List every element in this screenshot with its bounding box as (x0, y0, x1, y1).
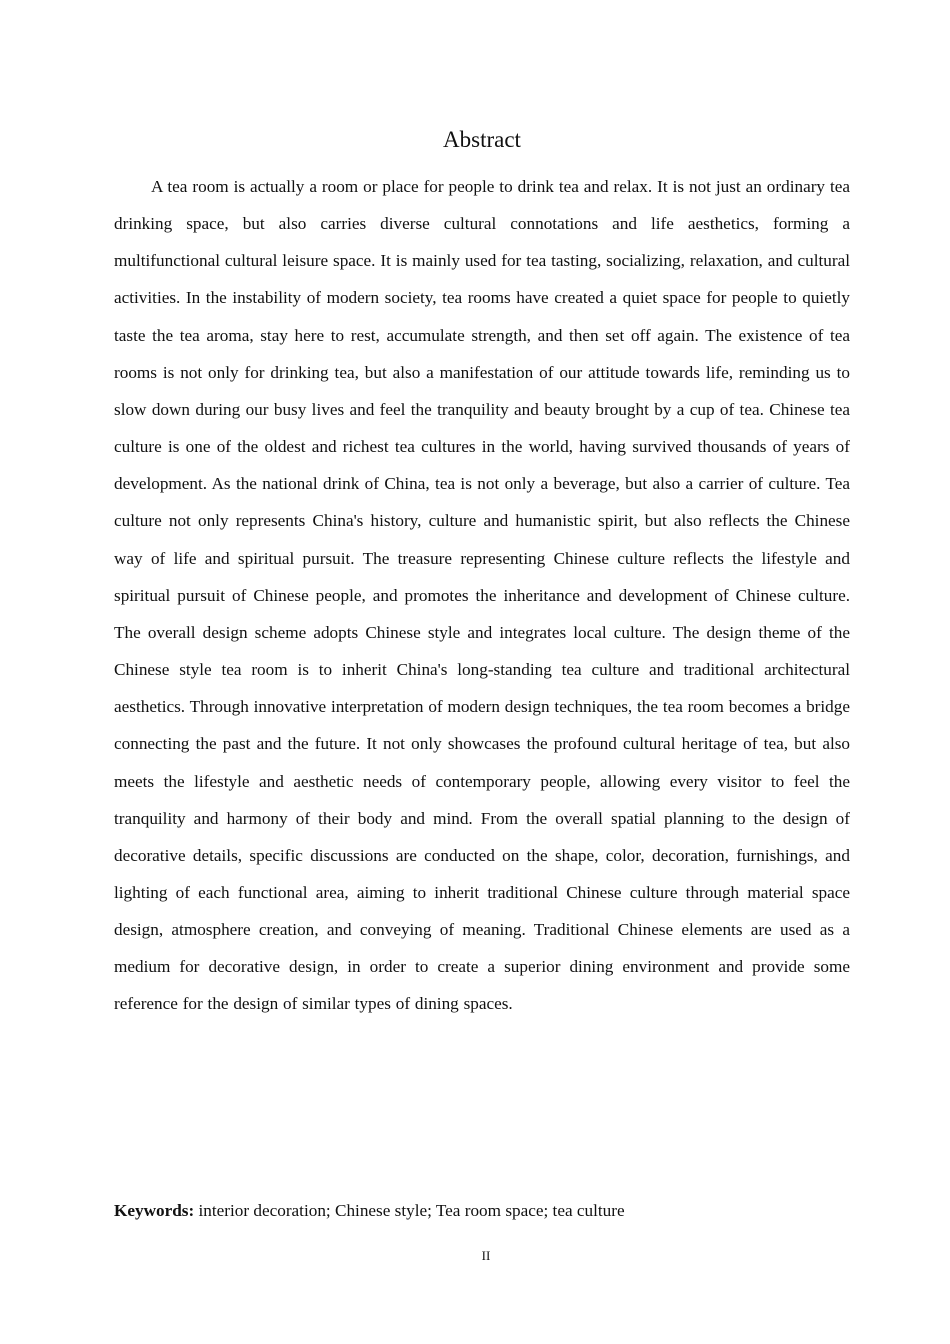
keywords-text: interior decoration; Chinese style; Tea room space; tea culture (194, 1201, 625, 1220)
abstract-paragraph: A tea room is actually a room or place for people to drink tea and relax. It is not just an ordinary tea drinking space, but also carries diverse cultural connotations and life aesthetics, forming a multifunctional cultural leisure space. It is mainly used for tea tasting, socializing, relaxation, and cultural activities. In the instability of modern society, tea rooms have created a quiet space for people to quietly taste the tea aroma, stay here to rest, accumulate strength, and then set off again. The existence of tea rooms is not only for drinking tea, but also a manifestation of our attitude towards life, reminding us to slow down during our busy lives and feel the tranquility and beauty brought by a cup of tea. Chinese tea culture is one of the oldest and richest tea cultures in the world, having survived thousands of years of development. As the national drink of China, tea is not only a beverage, but also a carrier of culture. Tea culture not only represents China's history, culture and humanistic spirit, but also reflects the Chinese way of life and spiritual pursuit. The treasure representing Chinese culture reflects the lifestyle and spiritual pursuit of Chinese people, and promotes the inheritance and development of Chinese culture. The overall design scheme adopts Chinese style and integrates local culture. The design theme of the Chinese style tea room is to inherit China's long-standing tea culture and traditional architectural aesthetics. Through innovative interpretation of modern design techniques, the tea room becomes a bridge connecting the past and the future. It not only showcases the profound cultural heritage of tea, but also meets the lifestyle and aesthetic needs of contemporary people, allowing every visitor to feel the tranquility and harmony of their body and mind. From the overall spatial planning to the design of decorative details, specific discussions are conducted on the shape, color, decoration, furnishings, and lighting of each functional area, aiming to inherit traditional Chinese culture through material space design, atmosphere creation, and conveying of meaning. Traditional Chinese elements are used as a medium for decorative design, in order to create a superior dining environment and provide some reference for the design of similar types of dining spaces. (114, 177, 850, 1014)
page-number: II (481, 1248, 491, 1263)
keywords-label: Keywords: (114, 1201, 195, 1220)
abstract-title: Abstract (443, 127, 521, 152)
keywords-line (114, 1196, 850, 1226)
